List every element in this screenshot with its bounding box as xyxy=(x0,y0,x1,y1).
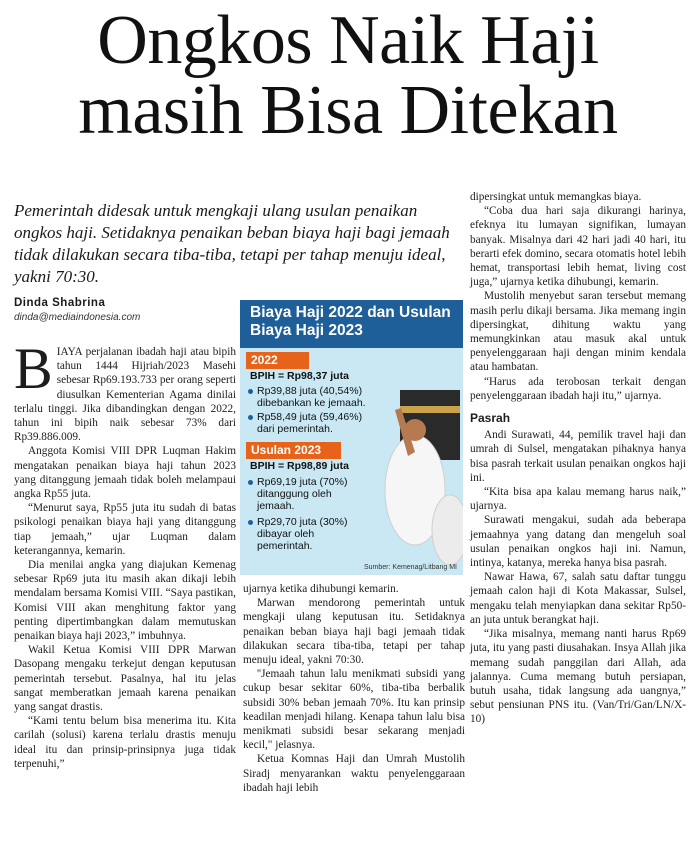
paragraph: Surawati mengakui, sudah ada beberapa jemaahnya yang datang dan mengeluh soal usulan penaikan ongkos haji ini. Namun, intinya, katanya, mereka hanya bisa pasrah. xyxy=(470,514,686,570)
paragraph: “Harus ada terobosan terkait dengan penyelenggaraan ibadah haji itu,” ujarnya. xyxy=(470,375,686,402)
paragraph: Dia menilai angka yang diajukan Kemenag sebesar Rp69 juta itu masih akan dikaji lebih mendalam bersama Komisi VIII. “Saya pastikan, Komisi VIII akan menghitung faktor yang penting dipertimbangkan dalam memutuskan penaikan biaya haji 2023,” imbuhnya. xyxy=(14,559,236,643)
bpih-2023: BPIH = Rp98,89 juta xyxy=(250,460,349,472)
headline-line-2: masih Bisa Ditekan xyxy=(78,72,618,149)
paragraph: ujarnya ketika dihubungi kemarin. xyxy=(243,583,399,595)
subheading: Pasrah xyxy=(470,411,511,426)
year-2022-label: 2022 xyxy=(246,352,309,369)
gov-share-2022: Rp58,49 juta (59,46%) xyxy=(257,411,363,423)
gov-share-2023-note-2: pemerintah. xyxy=(257,540,313,552)
jemaah-share-2023: Rp69,19 juta (70%) xyxy=(257,476,348,488)
column-2 xyxy=(243,582,465,795)
paragraph: “Menurut saya, Rp55 juta itu sudah di batas psikologi penaikan biaya haji yang ditanggung tiap jemaah,” ujar Luqman dalam keterangannya, kemarin. xyxy=(14,502,236,557)
paragraph: dipersingkat untuk memangkas biaya. xyxy=(470,191,642,203)
lede: Pemerintah didesak untuk mengkaji ulang usulan penaikan ongkos haji. Setidaknya penaikan beban biaya haji bagi jemaah tidak dilakukan secara tiba-tiba, tetapi per tahap menuju ideal, yakni 70:30. xyxy=(14,201,450,286)
paragraph: Anggota Komisi VIII DPR Luqman Hakim mengatakan penaikan biaya haji tahun 2023 yang ditanggung jemaah tidak boleh melampaui angka Rp55 juta. xyxy=(14,445,236,501)
infographic xyxy=(240,300,463,575)
gov-share-2022-note: dari pemerintah. xyxy=(257,423,333,435)
gov-share-2023: Rp29,70 juta (30%) xyxy=(257,516,348,528)
paragraph: “Coba dua hari saja dikurangi harinya, efeknya itu lumayan signifikan, lumayan banyak. Misalnya dari 42 hari jadi 40 hari, itu berarti efek domino, secara otomatis hotel lebih hemat, transportasi lebih hemat, living cost juga,” ujarnya ketika dihubungi, kemarin. xyxy=(470,205,686,289)
paragraph: “Kami tentu belum bisa menerima itu. Kita carilah (solusi) karena terlalu drastis menuju ideal itu dan prinsip-prinsipnya juga tidak terpenuhi,” xyxy=(14,715,236,770)
paragraph: ''Jemaah tahun lalu menikmati subsidi yang cukup besar sekitar 60%, tiba-tiba berbalik subsidi 30% beban jemaah 70%. Itu kan prinsip keadilan menjadi hilang. Kenapa tahun lalu bisa menikmati subsidi besar sekarang menjadi kecil," jelasnya. xyxy=(243,668,465,752)
paragraph: “Jika misalnya, memang nanti harus Rp69 juta, itu yang pasti diusahakan. Insya Allah jika memang sudah panggilan dari Allah, ada jalannya. Cuma memang butuh persiapan, butuh usaha, tidak langsung ada uangnya,” sebut pensiunan PNS itu. (Van/Tri/Gan/LN/X-10) xyxy=(470,628,686,726)
paragraph: Nawar Hawa, 67, salah satu daftar tunggu jemaah calon haji di Kota Makassar, Sulsel, mengaku telah menyiapkan dana sekitar Rp50-an juta untuk berangkat haji. xyxy=(470,571,686,626)
paragraph: Ketua Komnas Haji dan Umrah Mustolih Siradj menyarankan waktu penyelenggaraan ibadah haji lebih xyxy=(243,753,465,794)
bullet xyxy=(248,389,253,394)
jemaah-share-2023-note: ditanggung oleh xyxy=(257,488,332,500)
bullet xyxy=(248,415,253,420)
column-3 xyxy=(470,190,686,727)
jemaah-share-2022-note: dibebankan ke jemaah. xyxy=(257,397,366,409)
bullet xyxy=(248,520,253,525)
bpih-2022: BPIH = Rp98,37 juta xyxy=(250,370,349,382)
byline xyxy=(14,297,234,323)
paragraph: Mustolih menyebut saran tersebut memang masih perlu dikaji bersama. Jika memang ingin dipersingkat, dihitung waktu yang memungkinkan atau masuk akal untuk penyelenggaraan haji dengan minim kendala atau hambatan. xyxy=(470,290,686,374)
paragraph: “Kita bisa apa kalau memang harus naik,” ujarnya. xyxy=(470,486,686,513)
paragraph: Andi Surawati, 44, pemilik travel haji dan umrah di Sulsel, mengatakan pihaknya hanya bisa pasrah terkait usulan penaikan ongkos haji ini. xyxy=(470,429,686,484)
jemaah-share-2022: Rp39,88 juta (40,54%) xyxy=(257,385,363,397)
paragraph: BIAYA perjalanan ibadah haji atau bipih tahun 1444 Hijriah/2023 Masehi sebesar Rp69.193.733 per orang seperti diusulkan Kementerian Agama dinilai terlalu tinggi. Jika dibandingkan dengan 2022, tahun ini bipih naik sebesar 73% dari Rp39.886.009. xyxy=(14,336,236,444)
bullet xyxy=(248,480,253,485)
paragraph: Marwan mendorong pemerintah untuk mengkaji ulang keputusan itu. Setidaknya penaikan beban biaya haji bagi jemaah tidak dilakukan secara tiba-tiba, tetapi per tahap menuju ideal, yakni 70:30. xyxy=(243,597,465,667)
column-1 xyxy=(14,336,236,771)
byline-name: Dinda Shabrina xyxy=(14,297,106,309)
year-2023-label: Usulan 2023 xyxy=(246,442,341,459)
paragraph: Wakil Ketua Komisi VIII DPR Marwan Dasopang mengaku terkejut dengan keputusan pemerintah tersebut. Pasalnya, hal itu jelas sangat memberatkan jemaah karena penaikan yang sangat drastis. xyxy=(14,644,236,714)
byline-email: dinda@mediaindonesia.com xyxy=(14,312,141,323)
dropcap: B xyxy=(14,336,53,401)
headline-line-1: Ongkos Naik Haji xyxy=(97,2,599,79)
kaaba-pilgrim-illustration xyxy=(370,360,463,565)
gov-share-2023-note: dibayar oleh xyxy=(257,528,315,540)
infographic-title: Biaya Haji 2022 dan Usulan Biaya Haji 2023 xyxy=(250,304,451,339)
infographic-source: Sumber: Kemenag/Litbang MI xyxy=(364,564,457,571)
headline xyxy=(0,2,696,149)
jemaah-share-2023-note-2: jemaah. xyxy=(257,500,295,512)
